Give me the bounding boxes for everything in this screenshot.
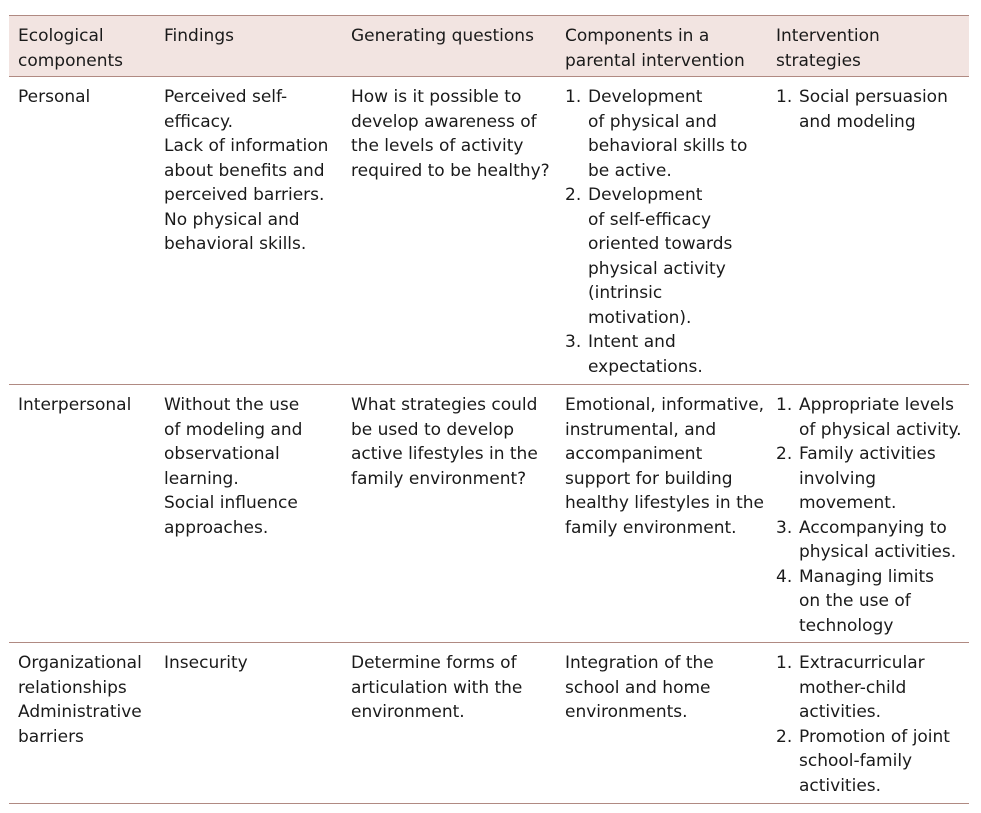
cell-component: Interpersonal bbox=[18, 395, 132, 415]
list-item: 1. Extracurricular mother-child activities. bbox=[776, 653, 925, 722]
cell-strategies bbox=[767, 385, 969, 642]
intervention-table bbox=[9, 15, 969, 804]
header-components-parental-intervention: Components in a parental intervention bbox=[565, 26, 745, 71]
list-item: 3. Intent and expectations. bbox=[565, 332, 703, 377]
list-item: 1. Social persuasion and modeling bbox=[776, 87, 948, 132]
list-item: 1. Appropriate levels of physical activity. bbox=[776, 395, 962, 440]
cell-component: Organizational relationships Administrative barriers bbox=[18, 653, 142, 747]
table-row-interpersonal bbox=[9, 385, 969, 643]
header-generating-questions: Generating questions bbox=[351, 26, 534, 46]
table-row-organizational bbox=[9, 643, 969, 804]
cell-findings: Without the use of modeling and observational learning. Social influence approaches. bbox=[164, 395, 303, 538]
list-item: 3. Accompanying to physical activities. bbox=[776, 517, 957, 562]
header-findings: Findings bbox=[164, 26, 234, 46]
list-item: 1. Development of physical and behavioral skills to be active. bbox=[565, 87, 748, 181]
table-row-personal bbox=[9, 77, 969, 385]
list-item: 2. Promotion of joint school-family activities. bbox=[776, 726, 950, 796]
cell-strategies bbox=[767, 77, 969, 384]
cell-components bbox=[556, 77, 767, 384]
cell-component: Personal bbox=[18, 87, 91, 107]
header-ecological-components: Ecological components bbox=[18, 26, 124, 71]
table-header-row bbox=[9, 15, 969, 77]
cell-findings: Perceived self- efficacy. Lack of information about benefits and perceived barriers. No physical and behavioral skills. bbox=[164, 87, 329, 254]
cell-components: Emotional, informative, instrumental, and accompaniment support for building healthy lifestyles in the family environment. bbox=[565, 395, 765, 538]
cell-components: Integration of the school and home environments. bbox=[565, 653, 714, 722]
list-item: 2. Development of self-efficacy oriented towards physical activity (intrinsic motivation). bbox=[565, 185, 733, 328]
cell-strategies bbox=[767, 643, 969, 803]
cell-findings: Insecurity bbox=[164, 653, 248, 673]
header-intervention-strategies: Intervention strategies bbox=[776, 26, 880, 71]
cell-questions: What strategies could be used to develop active lifestyles in the family environment? bbox=[351, 395, 538, 489]
list-item: 2. Family activities involving movement. bbox=[776, 444, 936, 513]
cell-questions: Determine forms of articulation with the environment. bbox=[351, 653, 523, 722]
list-item: 4. Managing limits on the use of technology bbox=[776, 566, 935, 636]
cell-questions: How is it possible to develop awareness of the levels of activity required to be healthy? bbox=[351, 87, 550, 181]
